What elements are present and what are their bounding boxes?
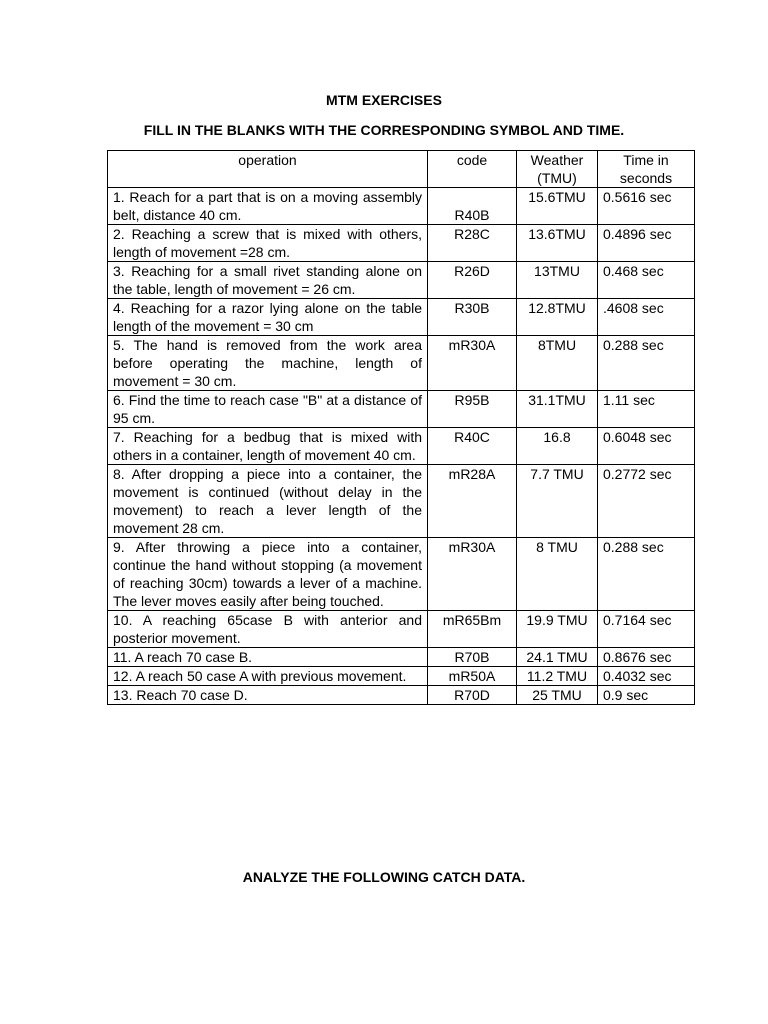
instruction-heading: FILL IN THE BLANKS WITH THE CORRESPONDING SYMBOL AND TIME.: [143, 122, 625, 138]
operation-cell: 11. A reach 70 case B.: [108, 648, 428, 667]
code-cell: R26D: [428, 262, 517, 299]
code-cell: mR50A: [428, 667, 517, 686]
operation-cell: 8. After dropping a piece into a container, the movement is continued (without delay in the movement) to reach a lever length of the movement 28 cm.: [108, 465, 428, 538]
seconds-cell: 0.5616 sec: [598, 188, 695, 225]
tmu-cell: 24.1 TMU: [517, 648, 598, 667]
tmu-cell: 11.2 TMU: [517, 667, 598, 686]
tmu-cell: 8 TMU: [517, 538, 598, 611]
code-cell: mR28A: [428, 465, 517, 538]
operation-cell: 5. The hand is removed from the work area before operating the machine, length of movement = 30 cm.: [108, 336, 428, 391]
operation-cell: 13. Reach 70 case D.: [108, 686, 428, 705]
code-cell: R70B: [428, 648, 517, 667]
header-code: code: [428, 151, 517, 188]
operation-cell: 9. After throwing a piece into a container, continue the hand without stopping (a movement of reaching 30cm) towards a lever of a machine. The lever moves easily after being touched.: [108, 538, 428, 611]
tmu-cell: 12.8TMU: [517, 299, 598, 336]
operation-cell: 6. Find the time to reach case "B" at a distance of 95 cm.: [108, 391, 428, 428]
operation-cell: 12. A reach 50 case A with previous movement.: [108, 667, 428, 686]
code-cell: R28C: [428, 225, 517, 262]
table-row: [108, 465, 695, 538]
operation-cell: 10. A reaching 65case B with anterior and posterior movement.: [108, 611, 428, 648]
table-row: [108, 428, 695, 465]
seconds-cell: 0.2772 sec: [598, 465, 695, 538]
operation-cell: 2. Reaching a screw that is mixed with others, length of movement =28 cm.: [108, 225, 428, 262]
header-seconds: Time in seconds: [598, 151, 695, 188]
mtm-table: [107, 150, 695, 705]
table-header-row: [108, 151, 695, 188]
seconds-cell: 0.468 sec: [598, 262, 695, 299]
code-cell: R40B: [428, 188, 517, 225]
tmu-cell: 7.7 TMU: [517, 465, 598, 538]
table-row: [108, 299, 695, 336]
seconds-cell: 0.288 sec: [598, 336, 695, 391]
tmu-cell: 16.8: [517, 428, 598, 465]
code-cell: R40C: [428, 428, 517, 465]
section-heading: ANALYZE THE FOLLOWING CATCH DATA.: [242, 869, 526, 885]
code-cell: mR30A: [428, 336, 517, 391]
table-row: [108, 686, 695, 705]
operation-cell: 7. Reaching for a bedbug that is mixed with others in a container, length of movement 40 cm.: [108, 428, 428, 465]
header-operation: operation: [108, 151, 428, 188]
code-cell: R95B: [428, 391, 517, 428]
seconds-cell: 0.4032 sec: [598, 667, 695, 686]
table-row: [108, 611, 695, 648]
table-row: [108, 391, 695, 428]
operation-cell: 4. Reaching for a razor lying alone on the table length of the movement = 30 cm: [108, 299, 428, 336]
seconds-cell: .4608 sec: [598, 299, 695, 336]
operation-cell: 1. Reach for a part that is on a moving assembly belt, distance 40 cm.: [108, 188, 428, 225]
seconds-cell: 0.9 sec: [598, 686, 695, 705]
tmu-cell: 31.1TMU: [517, 391, 598, 428]
tmu-cell: 19.9 TMU: [517, 611, 598, 648]
tmu-cell: 13TMU: [517, 262, 598, 299]
table-row: [108, 225, 695, 262]
tmu-cell: 15.6TMU: [517, 188, 598, 225]
table-row: [108, 262, 695, 299]
seconds-cell: 0.4896 sec: [598, 225, 695, 262]
table-row: [108, 538, 695, 611]
operation-cell: 3. Reaching for a small rivet standing alone on the table, length of movement = 26 cm.: [108, 262, 428, 299]
tmu-cell: 25 TMU: [517, 686, 598, 705]
table-row: [108, 648, 695, 667]
table-row: [108, 667, 695, 686]
header-tmu: Weather (TMU): [517, 151, 598, 188]
seconds-cell: 0.7164 sec: [598, 611, 695, 648]
table-row: [108, 188, 695, 225]
code-cell: R30B: [428, 299, 517, 336]
code-cell: R70D: [428, 686, 517, 705]
table-row: [108, 336, 695, 391]
code-cell: mR30A: [428, 538, 517, 611]
seconds-cell: 0.288 sec: [598, 538, 695, 611]
code-cell: mR65Bm: [428, 611, 517, 648]
tmu-cell: 13.6TMU: [517, 225, 598, 262]
tmu-cell: 8TMU: [517, 336, 598, 391]
seconds-cell: 0.8676 sec: [598, 648, 695, 667]
seconds-cell: 0.6048 sec: [598, 428, 695, 465]
page-title: MTM EXERCISES: [326, 92, 442, 108]
seconds-cell: 1.11 sec: [598, 391, 695, 428]
